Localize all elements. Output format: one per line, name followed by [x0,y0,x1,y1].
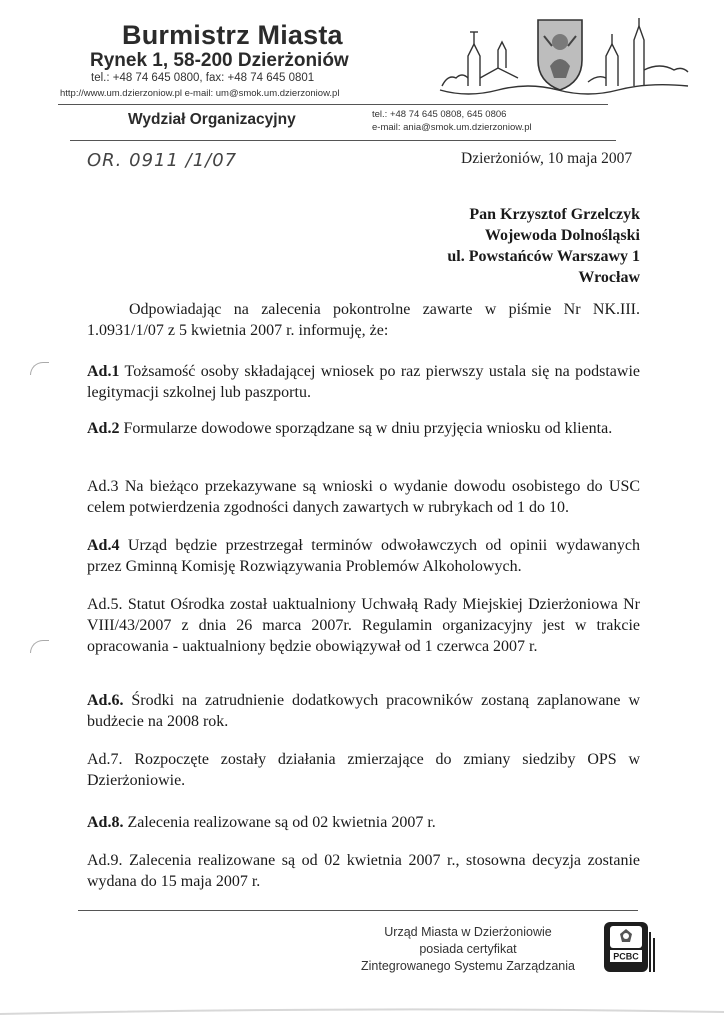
item-text: Formularze dowodowe sporządzane są w dniu przyjęcia wniosku od klienta. [123,420,613,437]
cert-line: Urząd Miasta w Dzierżoniowie [384,925,552,939]
item-text: Na bieżąco przekazywane są wnioski o wydanie dowodu osobistego do USC celem potwierdzenia zgodności danych zawartych w rubrykach od 1 do 10. [87,478,641,516]
department-name: Wydział Organizacyjny [128,111,296,128]
recipient-name: Pan Krzysztof Grzelczyk [469,206,640,223]
item-text: Urząd będzie przestrzegał terminów odwoławczych od opinii wydawanych przez Gminną Komisję Rozwiązywania Problemów Alkoholowych. [87,537,641,575]
punch-hole-mark [30,640,49,653]
cert-line: Zintegrowanego Systemu Zarządzania [360,959,575,973]
header-divider [70,140,616,141]
list-item [87,850,640,892]
header-divider [58,104,608,105]
footer-divider [78,910,638,911]
city-coat-of-arms-icon [538,20,582,90]
item-label: Ad.8. [87,814,124,831]
recipient-street: ul. Powstańców Warszawy 1 [447,248,640,265]
item-label: Ad.4 [87,537,120,554]
pcbc-certification-logo-icon [602,920,658,976]
org-phone-fax: tel.: +48 74 645 0800, fax: +48 74 645 0801 [91,72,315,84]
item-label: Ad.7. [87,751,123,768]
intro-text: Odpowiadając na zalecenia pokontrolne zawarte w piśmie Nr NK.III. 1.0931/1/07 z 5 kwietnia 2007 r. informuję, że: [87,301,640,339]
list-item [87,749,640,791]
item-label: Ad.1 [87,363,120,380]
item-text: Tożsamość osoby składającej wniosek po raz pierwszy ustala się na podstawie legitymacji szkolnej lub paszportu. [87,363,640,401]
item-text: Rozpoczęte zostały działania zmierzające do zmiany siedziby OPS w Dzierżoniowie. [87,751,641,789]
item-text: Statut Ośrodka został uaktualniony Uchwałą Rady Miejskiej Dzierżoniowa Nr VIII/43/2007 z dnia 26 marca 2007r. Regulamin organizacyjny jest w trakcie opracowania - uaktualniony będzie obowiązywał od 1 czerwca 2007 r. [87,596,641,655]
cert-logo-text: PCBC [613,951,639,962]
item-label: Ad.5. [87,596,123,613]
org-address: Rynek 1, 58-200 Dzierżoniów [90,50,349,71]
list-item [87,690,640,732]
punch-hole-mark [30,362,49,375]
list-item [87,361,640,403]
list-item [87,418,640,439]
list-item [87,535,640,577]
item-label: Ad.6. [87,692,124,709]
list-item [87,594,640,657]
org-name: Burmistrz Miasta [122,20,343,50]
org-web-email: http://www.um.dzierzoniow.pl e-mail: um@smok.um.dzierzoniow.pl [60,88,340,99]
item-label: Ad.3 [87,478,119,495]
cert-line: posiada certyfikat [419,942,517,956]
item-text: Zalecenia realizowane są od 02 kwietnia 2007 r., stosowna decyzja zostanie wydana do 15 maja 2007 r. [87,852,640,890]
recipient-city: Wrocław [578,269,640,286]
certification-note [348,924,588,975]
page-bottom-scan-shadow [0,1000,724,1024]
recipient-title: Wojewoda Dolnośląski [484,227,640,244]
intro-paragraph [87,299,640,341]
city-skyline-icon [438,16,690,102]
item-text: Środki na zatrudnienie dodatkowych pracowników zostaną zaplanowane w budżecie na 2008 rok. [87,692,640,730]
item-text: Zalecenia realizowane są od 02 kwietnia 2007 r. [127,814,436,831]
department-email: e-mail: ania@smok.um.dzierzoniow.pl [372,122,532,133]
list-item [87,812,640,833]
letter-date: Dzierżoniów, 10 maja 2007 [461,150,633,167]
department-phone: tel.: +48 74 645 0808, 645 0806 [372,109,507,120]
recipient-address-block [447,204,640,288]
list-item [87,476,640,518]
item-label: Ad.9. [87,852,123,869]
handwritten-reference-number: OR. 0911 /1/07 [87,150,238,171]
item-label: Ad.2 [87,420,120,437]
